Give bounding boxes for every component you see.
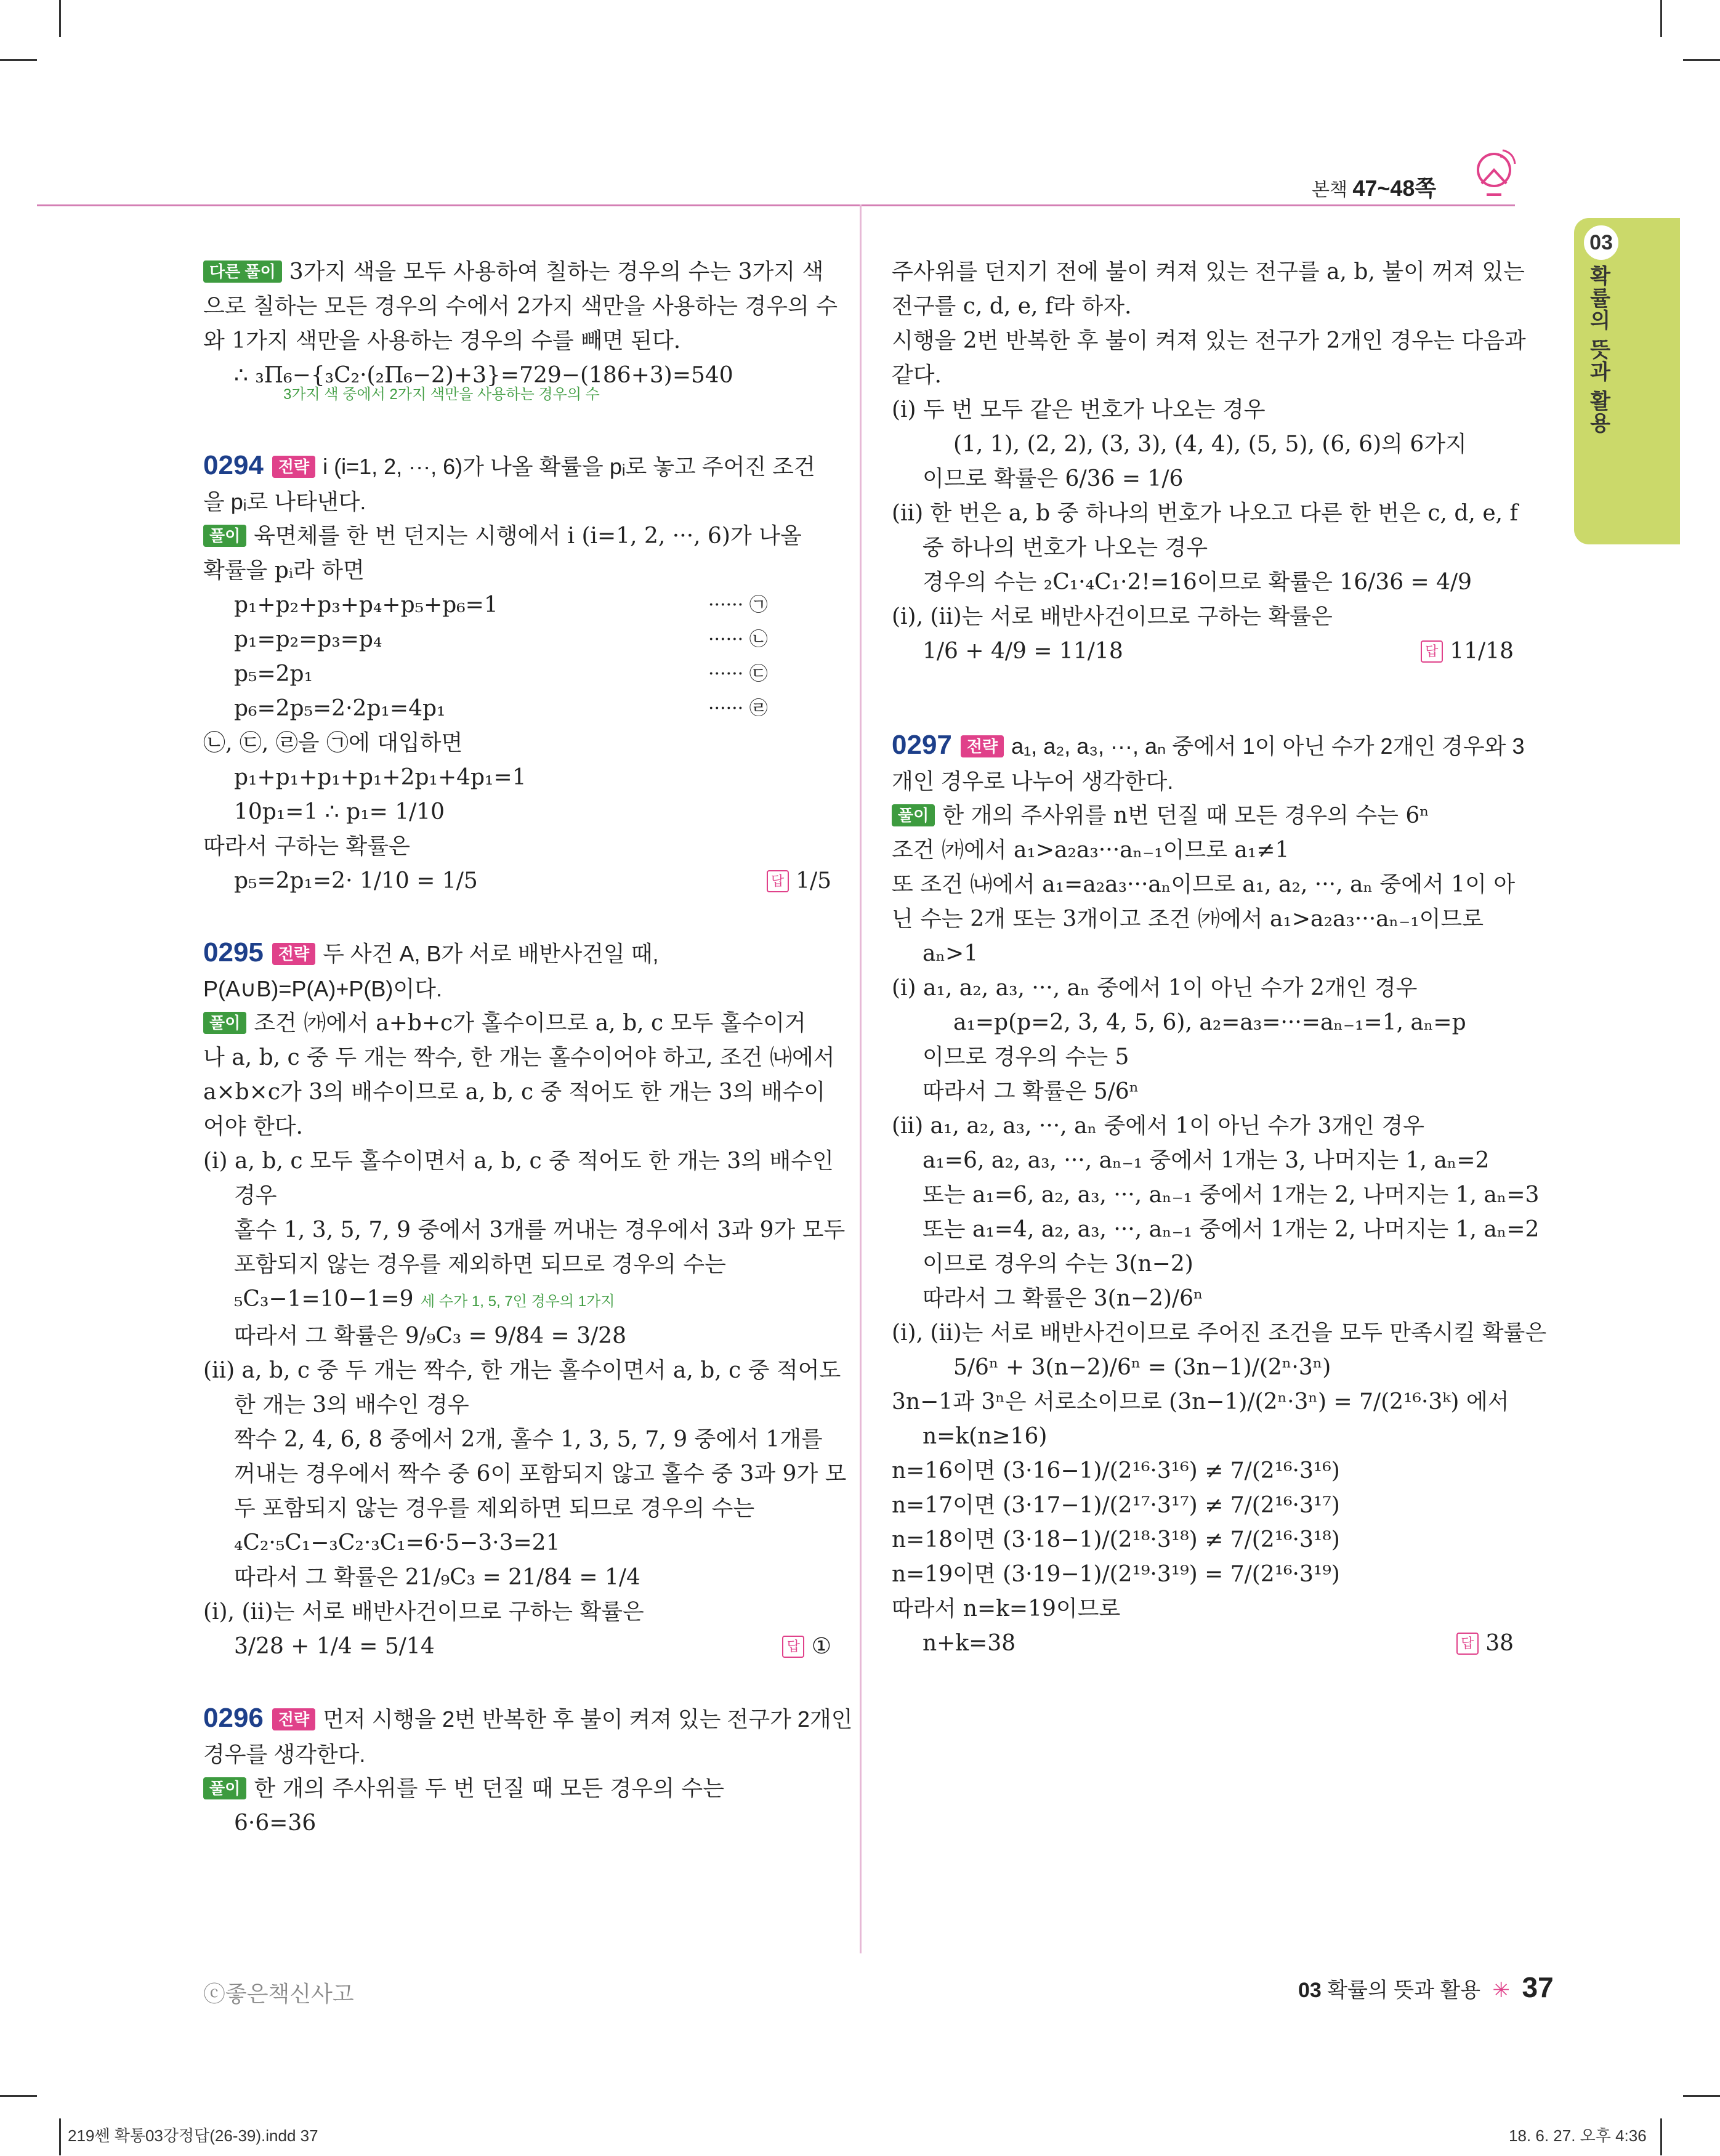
crop-mark [0,2095,37,2097]
chapter-tab-number: 03 [1581,223,1621,262]
solution-badge: 풀이 [203,1777,246,1799]
alt-solution-block: 다른 풀이 3가지 색을 모두 사용하여 칠하는 경우의 수는 3가지 색 으로 칠하는 모든 경우의 수에서 2가지 색만을 사용하는 경우의 수 와 1가지 색만을 사용하는 경우의 수를 빼면 된다. ∴ ₃Π₆−{₃C₂·(₂Π₆−2)+3}=729−(186+3)=540 3가지 색 중에서 2가지 색만을 사용하는 경우의 수 [203,259,838,403]
strategy-badge: 전략 [272,943,315,965]
crop-mark [0,59,37,61]
reference-page-range: 47~48쪽 [1352,176,1437,201]
strategy-badge: 전략 [272,1708,315,1730]
star-icon: ✳ [1492,1979,1511,2002]
problem-0295: 0295 전략 두 사건 A, B가 서로 배반사건일 때, P(A∪B)=P(A)+P(B)이다. 풀이 조건 ㈎에서 a+b+c가 홀수이므로 a, b, c 모두 홀수이거 나 a, b, c 중 두 개는 짝수, 한 개는 홀수이어야 하고, 조건 ㈏에서 a×b×c가 3의 배수이므로 a, b, c 중 적어도 한 개는 3의 배수이 어야 한다. (ⅰ) a, b, c 모두 홀수이면서 a, b, c 중 적어도 한 개는 3의 배수인 경우 홀수 1, 3, 5, 7, 9 중에서 3개를 꺼내는 경우에서 3과 9가 모두 포함되지 않는 경우를 제외하면 되므로 경우의 수는 ₅C₃−1=10−1=9 세 수가 1, 5, 7인 경우의 1가지 따라서 그 확률은 9/₉C₃ = 9/84 = 3/28 (ⅱ) a, b, c 중 두 개는 짝수, 한 개는 홀수이면서 a, b, c 중 적어도 한 개는 3의 배수인 경우 짝수 2, 4, 6, 8 중에서 2개, 홀수 1, 3, 5, 7, 9 중에서 1개를 꺼내는 경우에서 짝수 중 6이 포함되지 않고 홀수 중 3과 9가 모 두 포함되지 않는 경우를 제외하면 되므로 경우의 수는 ₄C₂·₅C₁−₃C₂·₃C₁=6·5−3·3=21 따라서 그 확률은 21/₉C₃ = 21/84 = 1/4 (ⅰ), (ⅱ)는 서로 배반사건이므로 구하는 확률은 3/28 + 1/4 = 5/14 답 ① [203,935,831,1664]
right-column [892,255,1547,1661]
strategy-badge: 전략 [272,456,315,478]
crop-mark [59,2118,61,2155]
file-info: 219쎈 확통03강정답(26-39).indd 37 [68,2126,318,2145]
left-column [203,255,853,1841]
header-rule [37,204,1515,206]
crop-mark [1683,2095,1720,2097]
page-number: 37 [1522,1971,1554,2003]
answer: 답 1/5 [767,864,831,898]
problem-0297: 0297 전략 a₁, a₂, a₃, ···, aₙ 중에서 1이 아닌 수가 2개인 경우와 3 개인 경우로 나누어 생각한다. 풀이 한 개의 주사위를 n번 던질 때 모든 경우의 수는 6ⁿ 조건 ㈎에서 a₁>a₂a₃···aₙ₋₁이므로 a₁≠1 또 조건 ㈏에서 a₁=a₂a₃···aₙ이므로 a₁, a₂, ···, aₙ 중에서 1이 아 닌 수는 2개 또는 3개이고 조건 ㈎에서 a₁>a₂a₃···aₙ₋₁이므로 aₙ>1 (ⅰ) a₁, a₂, a₃, ···, aₙ 중에서 1이 아닌 수가 2개인 경우 a₁=p(p=2, 3, 4, 5, 6), a₂=a₃=···=aₙ₋₁=1, aₙ=p 이므로 경우의 수는 5 따라서 그 확률은 5/6ⁿ (ⅱ) a₁, a₂, a₃, ···, aₙ 중에서 1이 아닌 수가 3개인 경우 a₁=6, a₂, a₃, ···, aₙ₋₁ 중에서 1개는 3, 나머지는 1, aₙ=2 또는 a₁=6, a₂, a₃, ···, aₙ₋₁ 중에서 1개는 2, 나머지는 1, aₙ=3 또는 a₁=4, a₂, a₃, ···, aₙ₋₁ 중에서 1개는 2, 나머지는 1, aₙ=2 이므로 경우의 수는 3(n−2) 따라서 그 확률은 3(n−2)/6ⁿ (ⅰ), (ⅱ)는 서로 배반사건이므로 주어진 조건을 모두 만족시킬 확률은 5/6ⁿ + 3(n−2)/6ⁿ = (3n−1)/(2ⁿ·3ⁿ) 3n−1과 3ⁿ은 서로소이므로 (3n−1)/(2ⁿ·3ⁿ) = 7/(2¹⁶·3ᵏ) 에서 n=k(n≥16) n=16이면 (3·16−1)/(2¹⁶·3¹⁶) ≠ 7/(2¹⁶·3¹⁶) n=17이면 (3·17−1)/(2¹⁷·3¹⁷) ≠ 7/(2¹⁶·3¹⁷) n=18이면 (3·18−1)/(2¹⁸·3¹⁸) ≠ 7/(2¹⁶·3¹⁸) n=19이면 (3·19−1)/(2¹⁹·3¹⁹) = 7/(2¹⁶·3¹⁹) 따라서 n=k=19이므로 n+k=38 답 38 [892,728,1514,1661]
equation-marker: ······ ㉠ [708,594,768,616]
crop-mark [59,0,61,37]
strategy-badge: 전략 [961,735,1004,757]
alt-solution-result: ∴ ₃Π₆−{₃C₂·(₂Π₆−2)+3}=729−(186+3)=540 [234,363,733,388]
problem-number: 0296 [203,1703,264,1733]
problem-number: 0294 [203,450,264,480]
solution-badge: 풀이 [203,525,246,547]
page-footer [1298,1971,1554,2004]
solution-badge: 풀이 [203,1012,246,1034]
chapter-tab-title: 확률의 뜻과 활용 [1586,265,1610,434]
answer: 답 38 [1456,1626,1514,1661]
column-divider [860,204,862,1953]
answer: 답 ① [782,1629,831,1664]
crop-mark [1683,59,1720,61]
answer: 답 11/18 [1421,634,1514,669]
annotation-note: 세 수가 1, 5, 7인 경우의 1가지 [421,1293,615,1310]
equation-marker: ······ ㉡ [708,629,768,650]
problem-0296: 0296 전략 먼저 시행을 2번 반복한 후 불이 켜져 있는 전구가 2개인 경우를 생각한다. 풀이 한 개의 주사위를 두 번 던질 때 모든 경우의 수는 6·6=36 [203,1703,853,1836]
crop-mark [1660,2118,1662,2155]
annotation-note: 3가지 색 중에서 2가지 색만을 사용하는 경우의 수 [283,386,600,403]
answer-badge: 답 [1456,1633,1479,1655]
reference-label: 본책 [1312,180,1347,200]
reference-pages [1312,171,1436,203]
alt-solution-badge: 다른 풀이 [203,260,282,283]
equation-marker: ······ ㉣ [708,698,768,719]
equation-marker: ······ ㉢ [708,663,768,685]
answer-badge: 답 [782,1636,804,1658]
problem-number: 0295 [203,937,264,967]
chapter-number: 03 [1298,1979,1322,2002]
publisher-credit: ⓒ좋은책신사고 [203,1981,354,2006]
problem-number: 0297 [892,730,952,760]
solution-badge: 풀이 [892,804,935,826]
satellite-dish-icon [1469,145,1519,201]
problem-0296-continued: 주사위를 던지기 전에 불이 켜져 있는 전구를 a, b, 불이 꺼져 있는 전구를 c, d, e, f라 하자. 시행을 2번 반복한 후 불이 켜져 있는 전구가 2개인 경우는 다음과 같다. (ⅰ) 두 번 모두 같은 번호가 나오는 경우 (1, 1), (2, 2), (3, 3), (4, 4), (5, 5), (6, 6)의 6가지 이므로 확률은 6/36 = 1/6 (ⅱ) 한 번은 a, b 중 하나의 번호가 나오고 다른 한 번은 c, d, e, f 중 하나의 번호가 나오는 경우 경우의 수는 ₂C₁·₄C₁·2!=16이므로 확률은 16/36 = 4/9 (ⅰ), (ⅱ)는 서로 배반사건이므로 구하는 확률은 1/6 + 4/9 = 11/18 답 11/18 [892,255,1514,669]
chapter-title: 확률의 뜻과 활용 [1327,1979,1481,2002]
answer-badge: 답 [767,870,789,892]
answer-badge: 답 [1421,640,1443,663]
crop-mark [1660,0,1662,37]
problem-0294: 0294 전략 i (i=1, 2, ···, 6)가 나올 확률을 pᵢ로 놓고 주어진 조건 을 pᵢ로 나타낸다. 풀이 육면체를 한 번 던지는 시행에서 i (i=1, 2, ···, 6)가 나올 확률을 pᵢ라 하면 p₁+p₂+p₃+p₄+p₅+p₆=1 ······ ㉠ p₁=p₂=p₃=p₄ ······ ㉡ p₅=2p₁ ······ ㉢ p₆=2p₅=2·2p₁=4p₁ ······ ㉣ ㉡, ㉢, ㉣을 ㉠에 대입하면 p₁+p₁+p₁+p₁+2p₁+4p₁=1 10p₁=1 ∴ p₁= 1/10 따라서 구하는 확률은 p₅=2p₁=2· 1/10 = 1/5 답 1/5 [203,448,831,898]
print-stamp: 18. 6. 27. 오후 4:36 [1509,2126,1647,2145]
